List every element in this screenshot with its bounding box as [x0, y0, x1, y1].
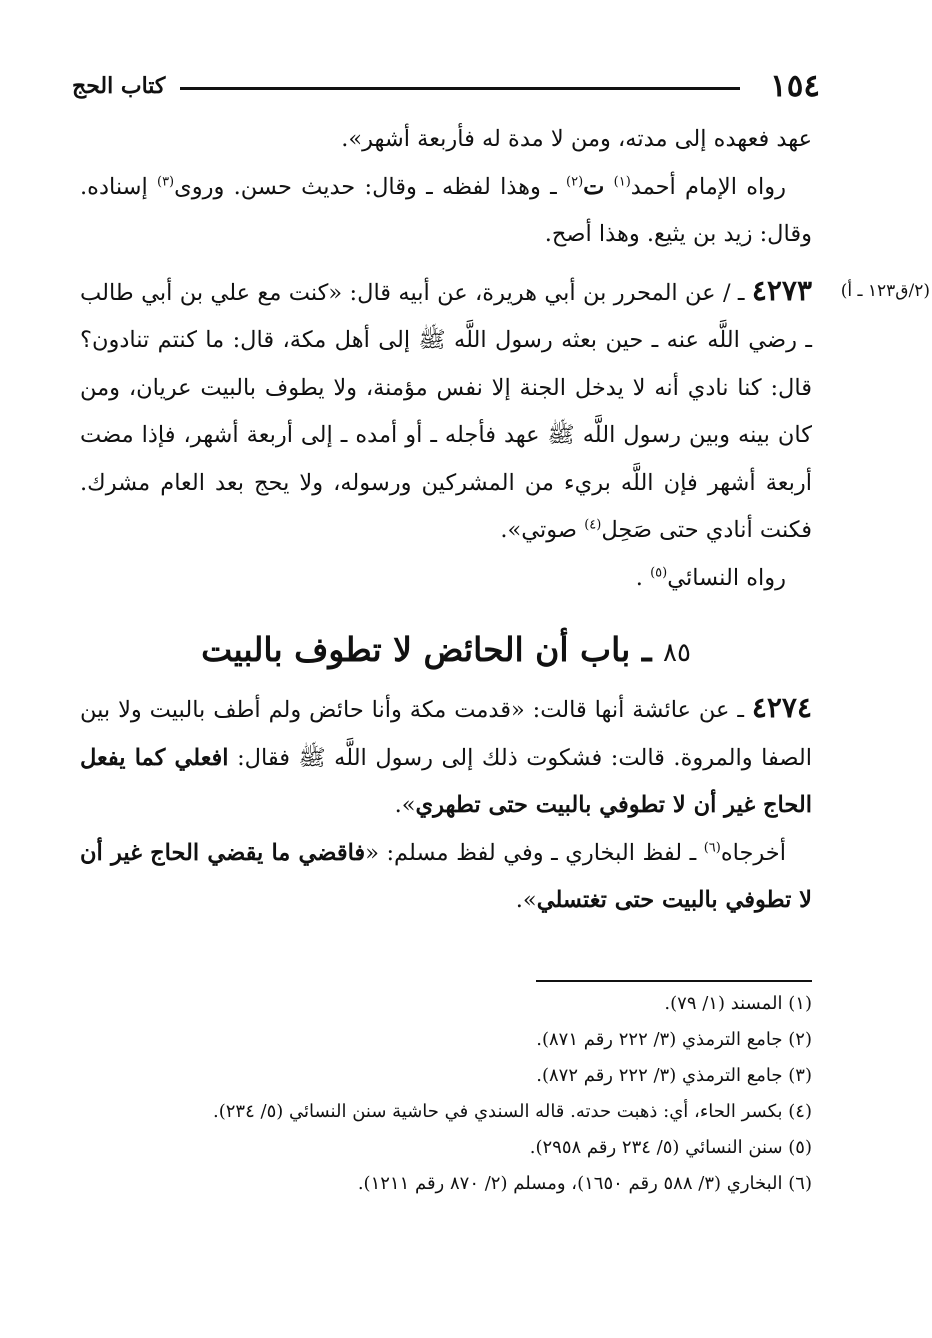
- source-text: ».: [515, 887, 537, 913]
- book-title: كتاب الحج: [72, 73, 166, 99]
- hadith-4273: [80, 267, 812, 555]
- footnote-item: (١) المسند (١/ ٧٩).: [664, 993, 812, 1014]
- symbol-t: ت: [583, 173, 605, 200]
- source-bold-text: فاقضي ما يقضي الحاج غير أن لا تطوفي بالبيت حتى تغتسلي: [80, 839, 812, 913]
- hadith-4273-source: [80, 555, 812, 603]
- margin-note: (٢/ق١٢٣ ـ أ): [840, 281, 930, 301]
- hadith-text: ـ عن عائشة أنها قالت: «قدمت مكة وأنا حائض ولم أطف بالبيت ولا بين الصفا والمروة. قالت: فشكوت ذلك إلى رسول اللَّه ﷺ فقال:: [80, 697, 812, 771]
- chapter-number: ٨٥: [663, 638, 691, 668]
- main-text-top: [80, 116, 812, 602]
- hadith-text: صوتي».: [500, 517, 585, 543]
- source-text: ـ وهذا لفظه ـ وقال: حديث حسن. وروى: [174, 173, 567, 200]
- source-text: ـ لفظ البخاري ـ وفي لفظ مسلم: «: [365, 839, 704, 866]
- header-rule: [180, 87, 740, 90]
- chapter-heading: [80, 622, 812, 678]
- hadith-bold-text: افعلي كما يفعل الحاج غير أن لا تطوفي بالبيت حتى تطهري: [80, 744, 812, 818]
- source-text: إسناده. وقال: زيد بن يثيع. وهذا أصح.: [80, 173, 812, 247]
- footnotes: [80, 986, 812, 1202]
- source-text: .: [635, 564, 651, 591]
- footnote-ref: (٣): [156, 174, 175, 189]
- footnote-ref: (٦): [703, 840, 721, 855]
- hadith-4274: [80, 684, 812, 830]
- paragraph-continuation: عهد فعهده إلى مدته، ومن لا مدة له فأربعة أشهر».: [341, 126, 812, 152]
- hadith-4274-source: [80, 830, 812, 925]
- page-number: ١٥٤: [770, 68, 820, 104]
- source-text: رواه النسائي: [667, 564, 786, 591]
- hadith-text: ».: [394, 792, 416, 818]
- footnote-ref: (١): [613, 174, 631, 189]
- footnote-item: (٦) البخاري (٣/ ٥٨٨ رقم ١٦٥٠)، ومسلم (٢/ ٨٧٠ رقم ١٢١١).: [357, 1173, 812, 1194]
- footnote-item: (٣) جامع الترمذي (٣/ ٢٢٢ رقم ٨٧٢).: [536, 1065, 812, 1086]
- chapter-title: ـ باب أن الحائض لا تطوف بالبيت: [201, 630, 663, 669]
- footnote-item: (٥) سنن النسائي (٥/ ٢٣٤ رقم ٢٩٥٨).: [529, 1137, 812, 1158]
- paragraph-source: [80, 164, 812, 259]
- footnote-ref: (٥): [650, 565, 668, 580]
- main-text-bottom: [80, 684, 812, 925]
- hadith-number: ٤٢٧٣: [751, 273, 812, 307]
- footnote-item: (٤) بكسر الحاء، أي: ذهبت حدته. قاله السندي في حاشية سنن النسائي (٥/ ٢٣٤).: [213, 1101, 812, 1122]
- page-header: [72, 68, 820, 108]
- hadith-text: ـ / عن المحرر بن أبي هريرة، عن أبيه قال: «كنت مع علي بن أبي طالب ـ رضي اللَّه عنه ـ حين بعثه رسول اللَّه ﷺ إلى أهل مكة، قال: ما كنتم تنادون؟ قال: كنا نادي أنه لا يدخل الجنة إلا نفس مؤمنة، ولا يطوف بالبيت عريان، ومن كان بينه وبين رسول اللَّه ﷺ عهد فأجله ـ أو أمده ـ إلى أربعة أشهر، فإذا مضت أربعة أشهر فإن اللَّه بريء من المشركين ورسوله، ولا يحج بعد العام مشرك. فكنت أنادي حتى صَحِل: [80, 279, 812, 543]
- footnote-ref: (٢): [566, 174, 584, 189]
- hadith-number: ٤٢٧٤: [751, 691, 812, 724]
- source-text: أخرجاه: [720, 839, 786, 866]
- footnote-ref: (٤): [584, 517, 602, 533]
- source-text: رواه الإمام أحمد: [630, 173, 786, 200]
- footnote-item: (٢) جامع الترمذي (٣/ ٢٢٢ رقم ٨٧١).: [536, 1029, 812, 1050]
- footnote-rule: [536, 980, 812, 982]
